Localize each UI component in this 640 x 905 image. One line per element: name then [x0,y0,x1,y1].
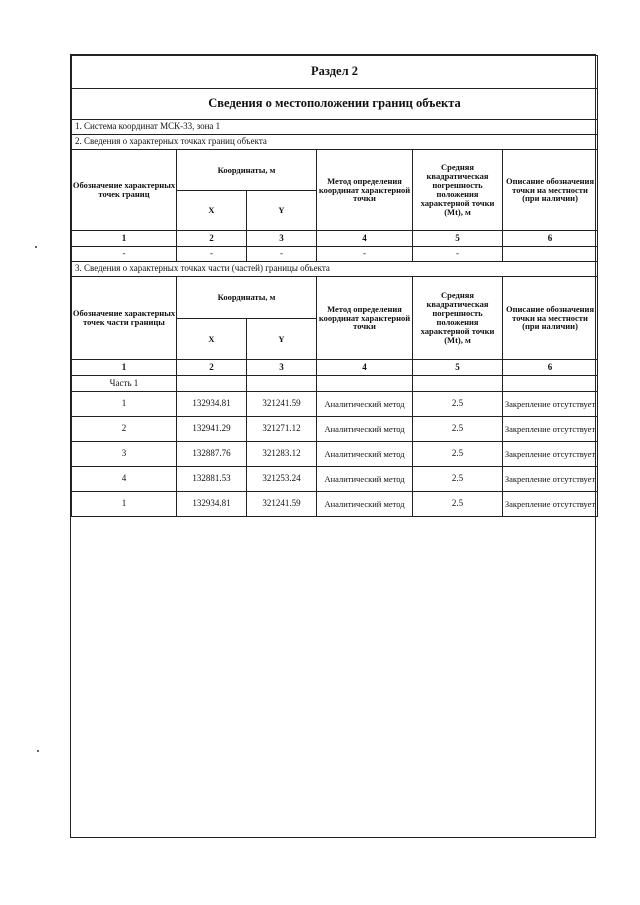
error: 2.5 [413,417,503,442]
t2-empty [503,376,598,392]
error: 2.5 [413,392,503,417]
t1-num: 5 [413,231,503,247]
coord-x: 132934.81 [177,392,247,417]
t2-part-label: Часть 1 [72,376,177,392]
desc: Закрепление отсутствует [503,467,598,492]
scan-dot [35,246,37,248]
t2-col-x: X [177,319,247,360]
t1-dash: - [72,247,177,262]
t1-col-coords: Координаты, м [177,150,317,191]
t2-col-y: Y [247,319,317,360]
coord-system-line: 1. Система координат МСК-33, зона 1 [72,120,598,135]
t1-col-x: X [177,191,247,231]
t1-num: 6 [503,231,598,247]
t1-num: 3 [247,231,317,247]
t1-dash: - [317,247,413,262]
t2-num: 2 [177,360,247,376]
t1-dash: - [177,247,247,262]
desc: Закрепление отсутствует [503,417,598,442]
t1-col-error: Средняя квадратическая погрешность положения характерной точки (Mt), м [413,150,503,231]
t2-num: 5 [413,360,503,376]
point-id: 1 [72,492,177,517]
desc: Закрепление отсутствует [503,442,598,467]
t1-num: 4 [317,231,413,247]
table-row [72,492,598,517]
table-row [72,417,598,442]
scan-dot [37,750,39,752]
error: 2.5 [413,442,503,467]
coord-x: 132881.53 [177,467,247,492]
desc: Закрепление отсутствует [503,392,598,417]
t2-col-method: Метод определения координат характерной точки [317,277,413,360]
coord-y: 321241.59 [247,392,317,417]
t1-col-method: Метод определения координат характерной точки [317,150,413,231]
t2-empty [317,376,413,392]
t2-num: 1 [72,360,177,376]
t1-col-y: Y [247,191,317,231]
error: 2.5 [413,492,503,517]
method: Аналитический метод [317,417,413,442]
t2-col-error: Средняя квадратическая погрешность положения характерной точки (Mt), м [413,277,503,360]
t2-empty [177,376,247,392]
part2-caption: 2. Сведения о характерных точках границ объекта [72,135,598,150]
point-id: 3 [72,442,177,467]
section-title: Раздел 2 [72,56,598,89]
method: Аналитический метод [317,492,413,517]
table-row [72,442,598,467]
t1-num: 2 [177,231,247,247]
coord-y: 321271.12 [247,417,317,442]
table-row [72,467,598,492]
coord-y: 321241.59 [247,492,317,517]
method: Аналитический метод [317,467,413,492]
point-id: 4 [72,467,177,492]
coord-x: 132887.76 [177,442,247,467]
coord-x: 132934.81 [177,492,247,517]
t1-dash: - [247,247,317,262]
point-id: 1 [72,392,177,417]
t2-col-desc: Описание обозначения точки на местности (при наличии) [503,277,598,360]
coord-y: 321253.24 [247,467,317,492]
t1-col-desc: Описание обозначения точки на местности (при наличии) [503,150,598,231]
coord-x: 132941.29 [177,417,247,442]
t2-col-coords: Координаты, м [177,277,317,319]
coord-y: 321283.12 [247,442,317,467]
method: Аналитический метод [317,392,413,417]
t2-num: 4 [317,360,413,376]
error: 2.5 [413,467,503,492]
t2-num: 6 [503,360,598,376]
point-id: 2 [72,417,177,442]
t1-num: 1 [72,231,177,247]
t2-col-point: Обозначение характерных точек части границы [72,277,177,360]
t1-dash: - [413,247,503,262]
t2-empty [413,376,503,392]
desc: Закрепление отсутствует [503,492,598,517]
document-table [71,55,598,517]
document-heading: Сведения о местоположении границ объекта [72,89,598,120]
t1-col-point: Обозначение характерных точек границ [72,150,177,231]
table-row [72,392,598,417]
document-frame [70,54,596,838]
part3-caption: 3. Сведения о характерных точках части (частей) границы объекта [72,262,598,277]
t2-empty [247,376,317,392]
t1-empty [503,247,598,262]
t2-num: 3 [247,360,317,376]
method: Аналитический метод [317,442,413,467]
